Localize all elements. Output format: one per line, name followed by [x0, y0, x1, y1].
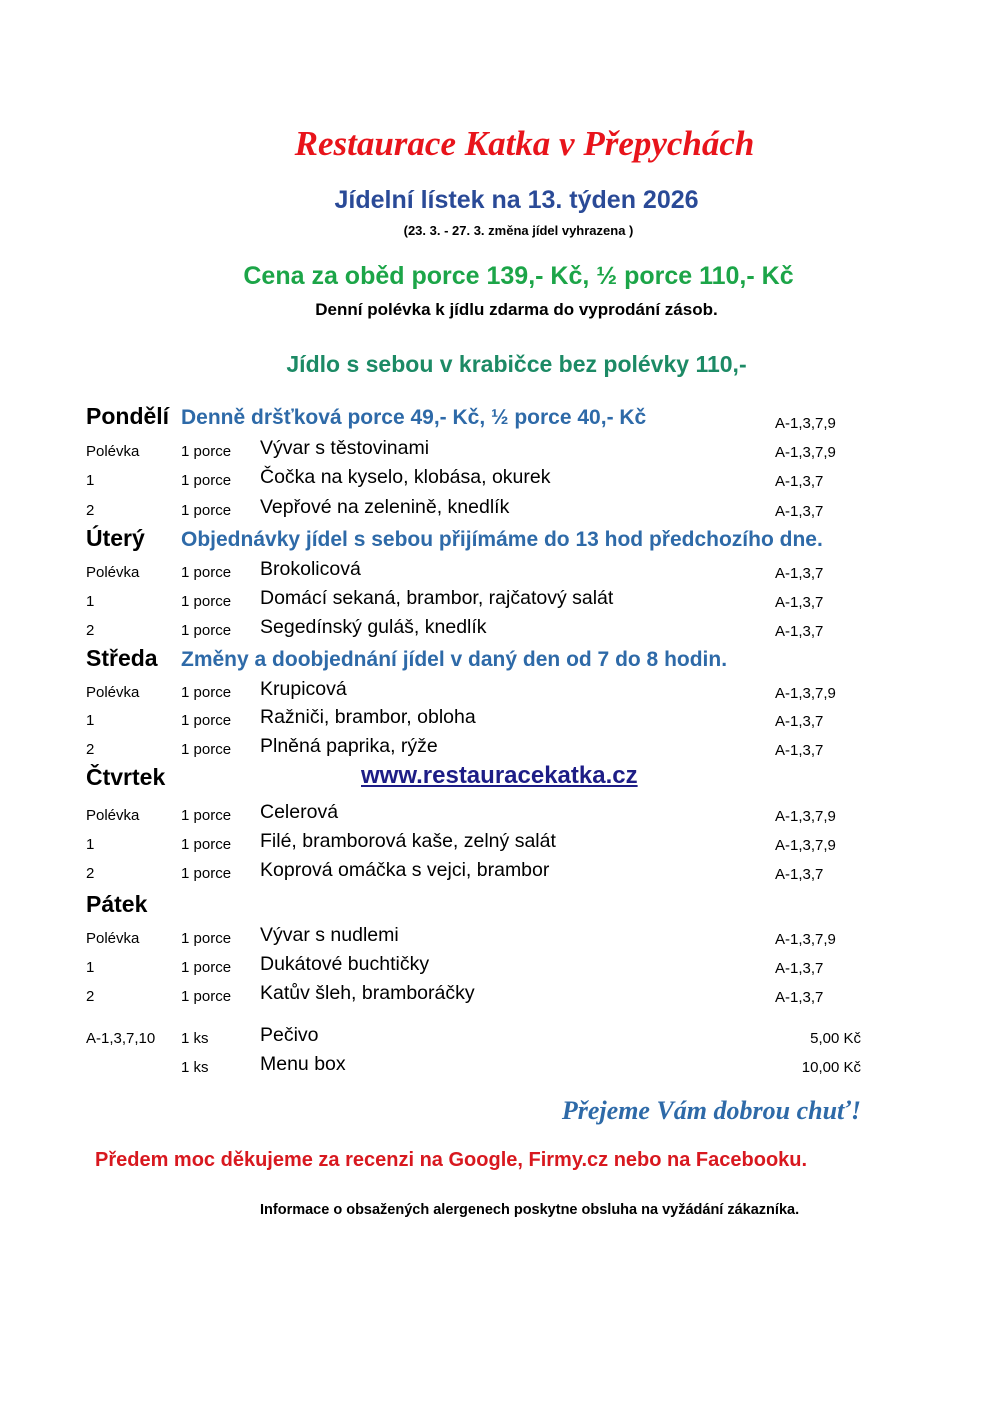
item-dish: Koprová omáčka s vejci, brambor — [260, 859, 550, 881]
item-dish: Plněná paprika, rýže — [260, 735, 438, 757]
item-allergens: A-1,3,7,9 — [775, 808, 836, 825]
item-qty: 1 porce — [181, 836, 232, 853]
item-qty: 1 porce — [181, 865, 232, 882]
item-label: Polévka — [86, 443, 140, 460]
takeaway-price: Jídlo s sebou v krabičce bez polévky 110,- — [286, 351, 747, 377]
item-label: Polévka — [86, 930, 140, 947]
extra-price: 5,00 Kč — [810, 1030, 861, 1047]
item-qty: 1 porce — [181, 564, 232, 581]
day-note-monday: Denně dršťková porce 49,- Kč, ½ porce 40,- Kč — [181, 406, 647, 429]
item-qty: 1 porce — [181, 622, 232, 639]
menu-week-title: Jídelní lístek na 13. týden 2026 — [334, 186, 699, 214]
bon-appetit-wish: Přejeme Vám dobrou chuť! — [561, 1096, 861, 1125]
item-qty: 1 porce — [181, 741, 232, 758]
item-label: Polévka — [86, 564, 140, 581]
item-dish: Krupicová — [260, 678, 347, 700]
item-allergens: A-1,3,7 — [775, 473, 824, 490]
item-dish: Ražniči, brambor, obloha — [260, 706, 476, 728]
item-allergens: A-1,3,7 — [775, 989, 824, 1006]
extra-qty: 1 ks — [181, 1030, 209, 1047]
item-qty: 1 porce — [181, 930, 232, 947]
item-allergens: A-1,3,7 — [775, 742, 824, 759]
soup-note: Denní polévka k jídlu zdarma do vyprodání zásob. — [315, 300, 718, 319]
item-label: 2 — [86, 865, 95, 882]
item-dish: Čočka na kyselo, klobása, okurek — [260, 466, 551, 488]
extra-name: Pečivo — [260, 1024, 319, 1046]
item-qty: 1 porce — [181, 593, 232, 610]
extra-allergens: A-1,3,7,10 — [86, 1030, 156, 1047]
day-note-tuesday: Objednávky jídel s sebou přijímáme do 13 hod předchozího dne. — [181, 528, 823, 551]
day-note-wednesday: Změny a doobjednání jídel v daný den od 7 do 8 hodin. — [181, 648, 728, 671]
item-dish: Filé, bramborová kaše, zelný salát — [260, 830, 556, 852]
day-monday: Pondělí — [86, 403, 170, 429]
item-allergens: A-1,3,7,9 — [775, 931, 836, 948]
item-qty: 1 porce — [181, 443, 232, 460]
item-label: Polévka — [86, 807, 140, 824]
item-qty: 1 porce — [181, 807, 232, 824]
item-dish: Vepřové na zelenině, knedlík — [260, 496, 510, 518]
item-label: Polévka — [86, 684, 140, 701]
item-dish: Brokolicová — [260, 558, 361, 580]
item-dish: Dukátové buchtičky — [260, 953, 430, 975]
item-label: 1 — [86, 472, 95, 489]
item-qty: 1 porce — [181, 472, 232, 489]
website-link[interactable]: www.restauracekatka.cz — [361, 762, 638, 789]
item-allergens: A-1,3,7,9 — [775, 685, 836, 702]
item-allergens: A-1,3,7 — [775, 866, 824, 883]
item-qty: 1 porce — [181, 959, 232, 976]
item-label: 2 — [86, 988, 95, 1005]
item-allergens: A-1,3,7 — [775, 503, 824, 520]
item-qty: 1 porce — [181, 712, 232, 729]
day-wednesday: Středa — [86, 645, 158, 671]
restaurant-title: Restaurace Katka v Přepychách — [294, 124, 755, 163]
review-thanks: Předem moc děkujeme za recenzi na Google, Firmy.cz nebo na Facebooku. — [95, 1149, 808, 1171]
item-allergens: A-1,3,7 — [775, 960, 824, 977]
item-qty: 1 porce — [181, 502, 232, 519]
day-thursday: Čtvrtek — [86, 764, 166, 790]
item-dish: Vývar s těstovinami — [260, 437, 430, 459]
item-dish: Katův šleh, bramboráčky — [260, 982, 475, 1004]
day-tuesday: Úterý — [86, 525, 145, 551]
menu-date-range: (23. 3. - 27. 3. změna jídel vyhrazena ) — [403, 223, 634, 238]
extra-price: 10,00 Kč — [801, 1059, 861, 1076]
item-dish: Vývar s nudlemi — [260, 924, 399, 946]
item-label: 1 — [86, 959, 95, 976]
item-label: 1 — [86, 836, 95, 853]
item-label: 2 — [86, 622, 95, 639]
item-label: 1 — [86, 712, 95, 729]
extra-name: Menu box — [260, 1053, 346, 1075]
item-allergens: A-1,3,7,9 — [775, 444, 836, 461]
item-dish: Segedínský guláš, knedlík — [260, 616, 487, 638]
note-allergens-monday: A-1,3,7,9 — [775, 415, 836, 432]
extra-qty: 1 ks — [181, 1059, 209, 1076]
allergen-info: Informace o obsažených alergenech poskytne obsluha na vyžádání zákazníka. — [260, 1202, 800, 1218]
item-label: 1 — [86, 593, 95, 610]
item-allergens: A-1,3,7 — [775, 565, 824, 582]
item-allergens: A-1,3,7 — [775, 594, 824, 611]
item-allergens: A-1,3,7 — [775, 623, 824, 640]
item-dish: Celerová — [260, 801, 339, 823]
item-label: 2 — [86, 502, 95, 519]
item-qty: 1 porce — [181, 988, 232, 1005]
item-label: 2 — [86, 741, 95, 758]
lunch-price: Cena za oběd porce 139,- Kč, ½ porce 110,- Kč — [243, 262, 794, 290]
item-qty: 1 porce — [181, 684, 232, 701]
item-dish: Domácí sekaná, brambor, rajčatový salát — [260, 587, 614, 609]
item-allergens: A-1,3,7,9 — [775, 837, 836, 854]
day-friday: Pátek — [86, 891, 148, 917]
item-allergens: A-1,3,7 — [775, 713, 824, 730]
